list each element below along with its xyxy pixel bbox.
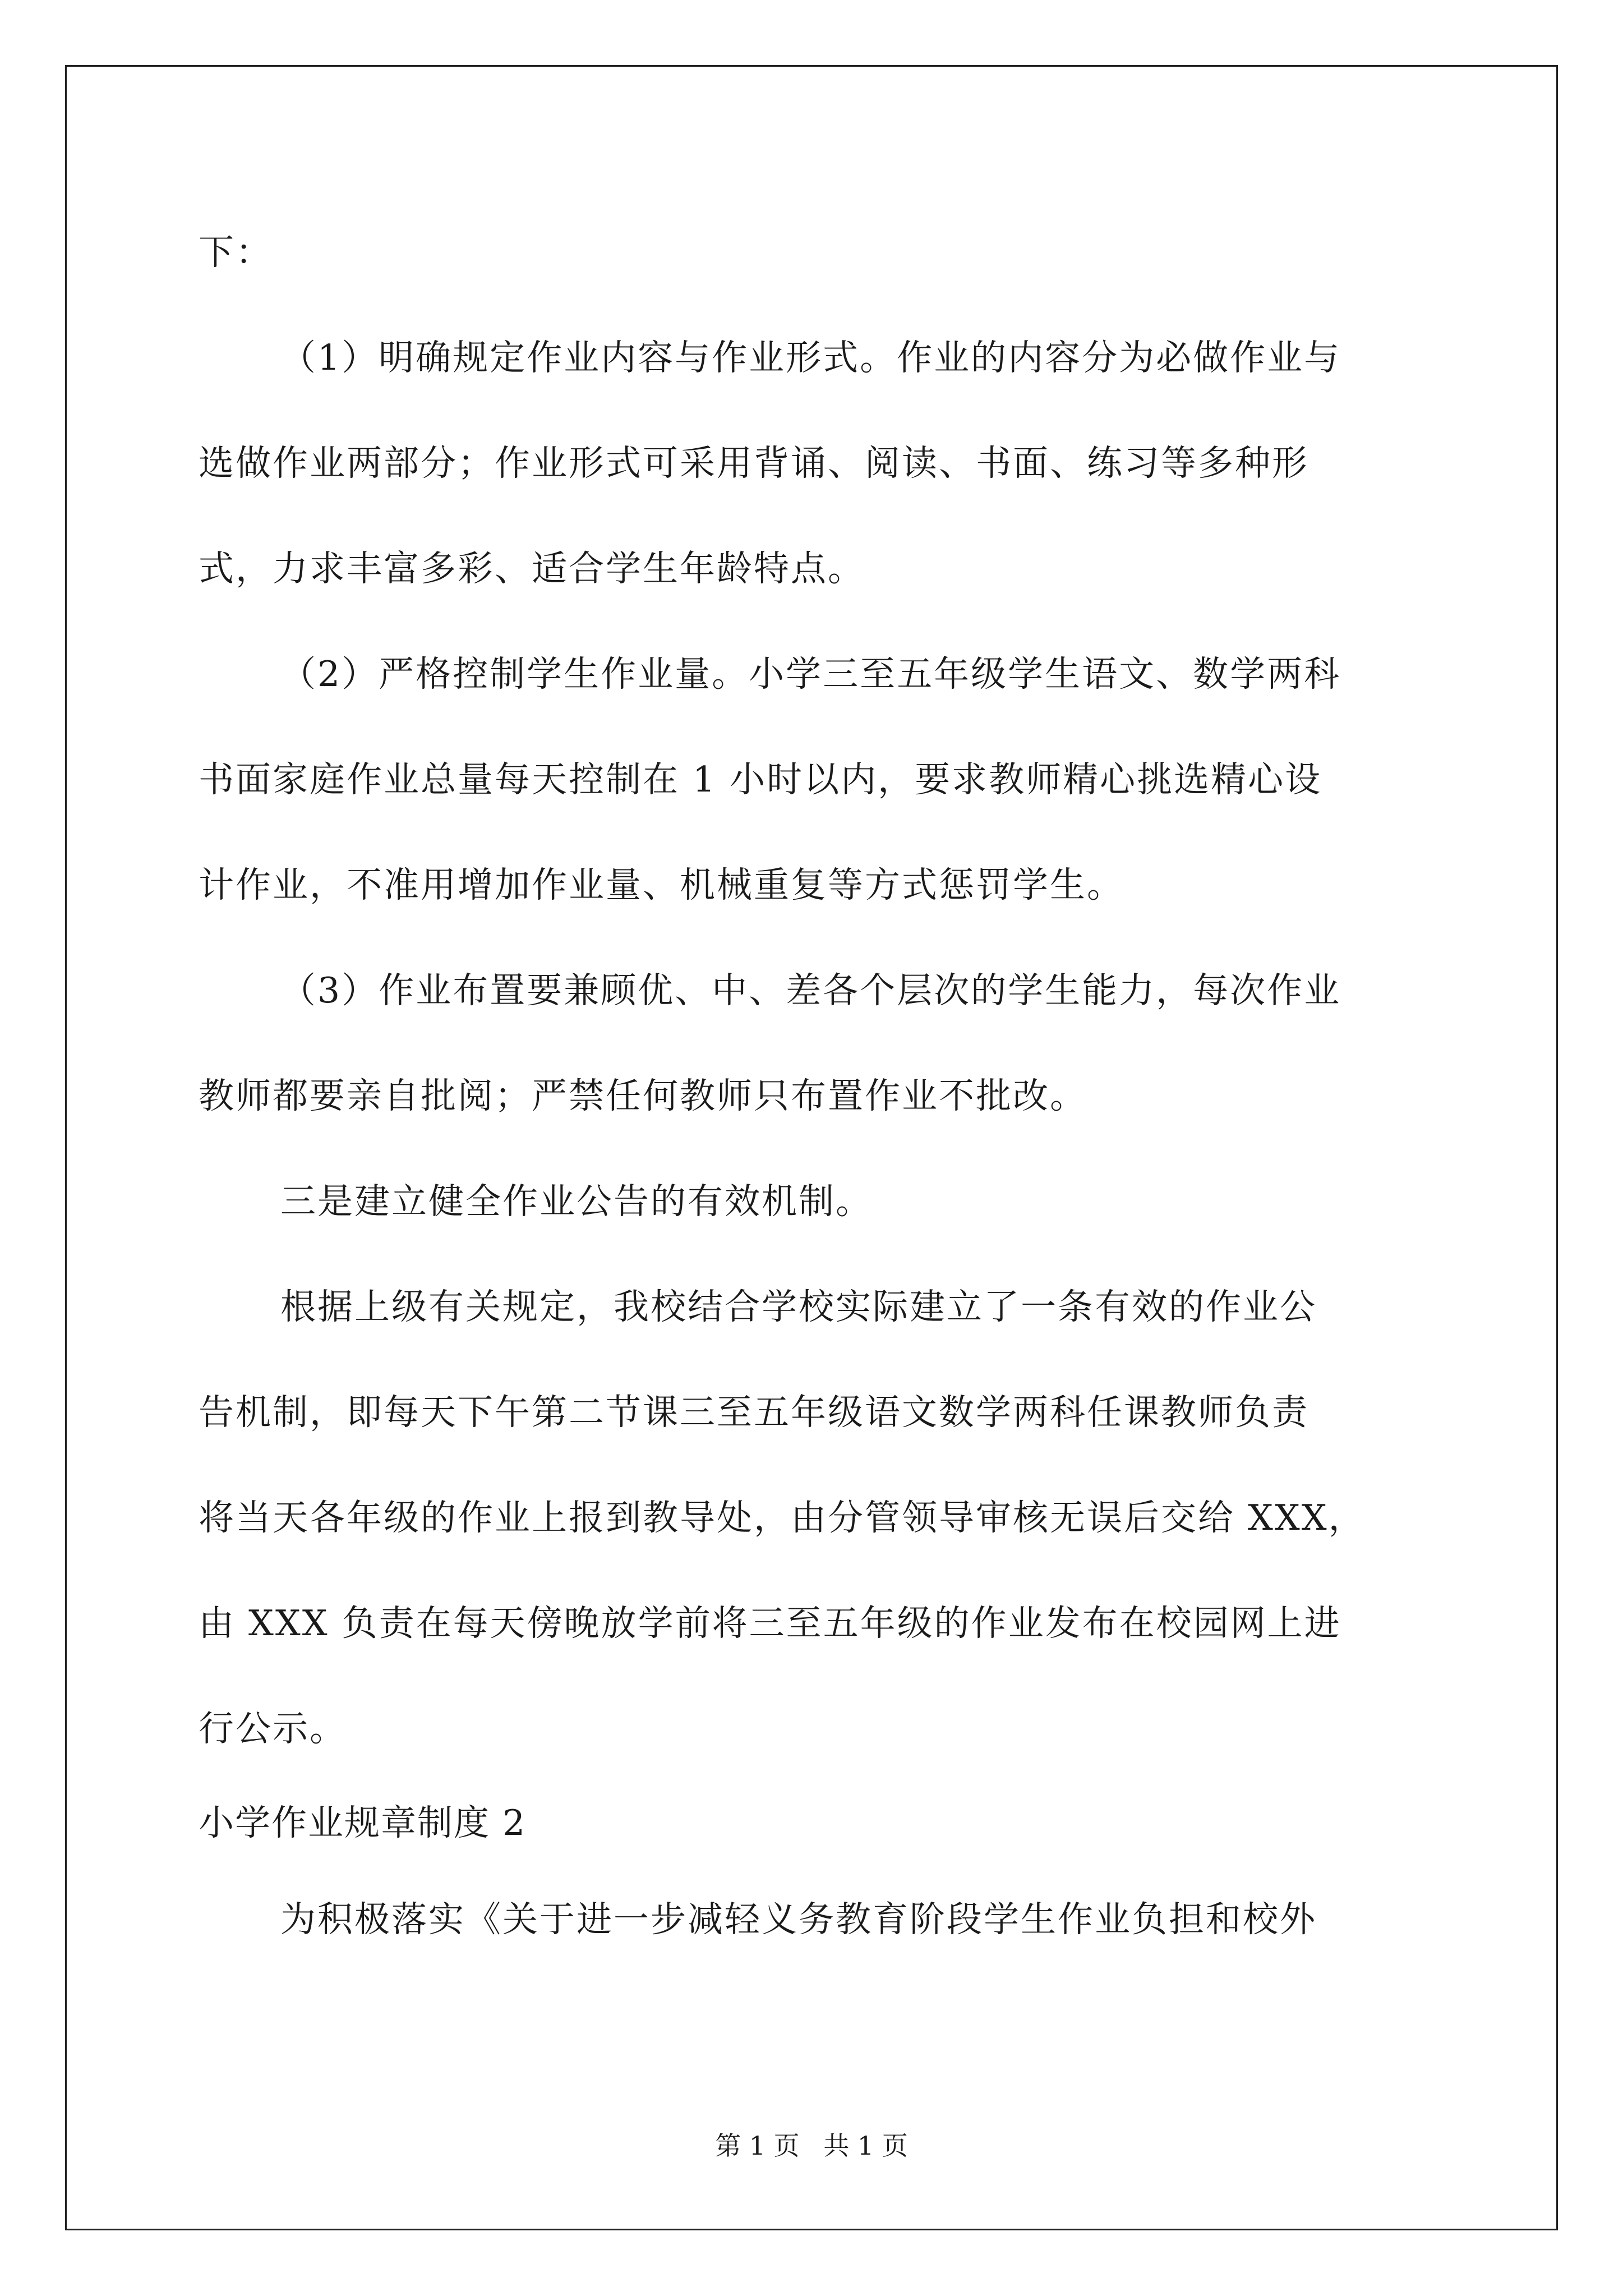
text-line: 选做作业两部分；作业形式可采用背诵、阅读、书面、练习等多种形 [199, 443, 1309, 484]
text-line: 式，力求丰富多彩、适合学生年龄特点。 [199, 548, 865, 589]
text-line: 下： [199, 232, 273, 273]
text-line: 书面家庭作业总量每天控制在 1 小时以内，要求教师精心挑选精心设 [199, 759, 1322, 800]
text-line: 为积极落实《关于进一步减轻义务教育阶段学生作业负担和校外 [280, 1899, 1317, 1940]
text-line: 根据上级有关规定，我校结合学校实际建立了一条有效的作业公 [280, 1286, 1317, 1327]
page-total: 共 1 页 [823, 2131, 908, 2161]
text-line: （2）严格控制学生作业量。小学三至五年级学生语文、数学两科 [280, 654, 1341, 694]
page-footer [0, 2129, 1623, 2162]
text-line: 由 XXX 负责在每天傍晚放学前将三至五年级的作业发布在校园网上进 [199, 1603, 1341, 1644]
section-heading: 小学作业规章制度 2 [199, 1802, 527, 1843]
text-line: （3）作业布置要兼顾优、中、差各个层次的学生能力，每次作业 [280, 970, 1341, 1011]
text-line: 教师都要亲自批阅；严禁任何教师只布置作业不批改。 [199, 1075, 1087, 1116]
text-line: 三是建立健全作业公告的有效机制。 [280, 1181, 873, 1222]
text-line: （1）明确规定作业内容与作业形式。作业的内容分为必做作业与 [280, 337, 1341, 378]
text-line: 告机制，即每天下午第二节课三至五年级语文数学两科任课教师负责 [199, 1392, 1309, 1433]
text-line: 计作业，不准用增加作业量、机械重复等方式惩罚学生。 [199, 864, 1124, 905]
text-line: 将当天各年级的作业上报到教导处，由分管领导审核无误后交给 XXX， [199, 1497, 1366, 1538]
page-number: 第 1 页 [715, 2131, 800, 2161]
text-line: 行公示。 [199, 1708, 347, 1749]
